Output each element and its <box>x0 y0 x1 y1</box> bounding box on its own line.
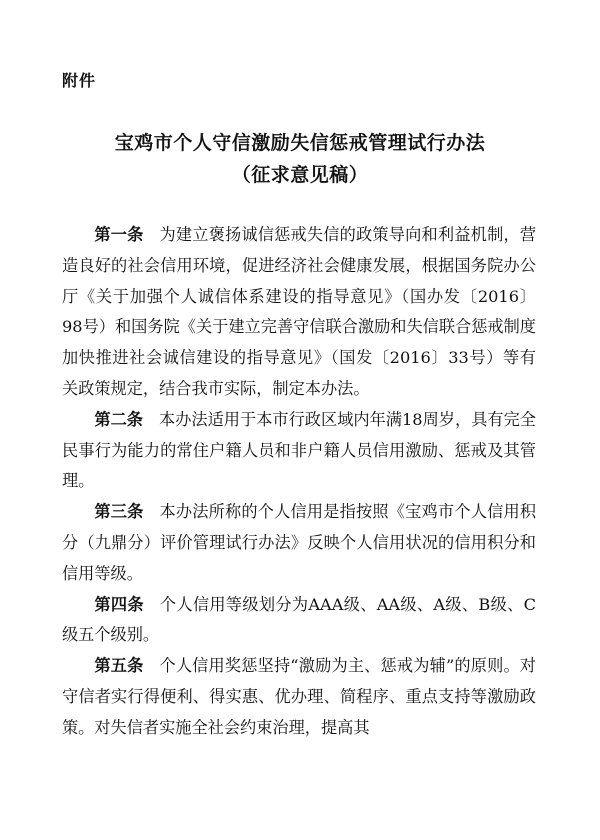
article-heading: 第一条 <box>94 225 144 244</box>
document-body <box>62 220 536 744</box>
article-1 <box>62 220 536 405</box>
article-5 <box>62 651 536 743</box>
page-bottom-edge <box>0 836 600 840</box>
article-heading: 第五条 <box>94 656 144 676</box>
article-3 <box>62 497 536 589</box>
article-heading: 第二条 <box>94 409 143 429</box>
article-4 <box>62 590 536 652</box>
attachment-label: 附件 <box>62 71 97 90</box>
article-text: 个人信用奖惩坚持“激励为主、惩戒为辅”的原则。对守信者实行得便利、得实惠、优办理、简程序、重点支持等激励政策。对失信者实施全社会约束治理，提高其 <box>62 656 536 737</box>
article-heading: 第三条 <box>94 502 144 522</box>
article-text: 本办法所称的个人信用是指按照《宝鸡市个人信用积分（九鼎分）评价管理试行办法》反映个人信用状况的信用积分和信用等级。 <box>62 502 537 583</box>
document-title: 宝鸡市个人守信激励失信惩戒管理试行办法 <box>114 132 486 154</box>
article-text: 本办法适用于本市行政区域内年满18周岁，具有完全民事行为能力的常住户籍人员和非户籍人员信用激励、惩戒及其管理。 <box>62 409 536 491</box>
document-subtitle: （征求意见稿） <box>231 164 369 186</box>
article-text: 个人信用等级划分为AAA级、AA级、A级、B级、C级五个级别。 <box>62 594 537 645</box>
article-heading: 第四条 <box>94 594 144 614</box>
article-2 <box>62 405 536 497</box>
article-text: 为建立褒扬诚信惩戒失信的政策导向和利益机制，营造良好的社会信用环境，促进经济社会健康发展，根据国务院办公厅《关于加强个人诚信体系建设的指导意见》（国办发〔2016〕98号）和国务院《关于建立完善守信联合激励和失信联合惩戒制度加快推进社会诚信建设的指导意见》（国发〔2016〕33号）等有关政策规定，结合我市实际，制定本办法。 <box>62 225 537 398</box>
